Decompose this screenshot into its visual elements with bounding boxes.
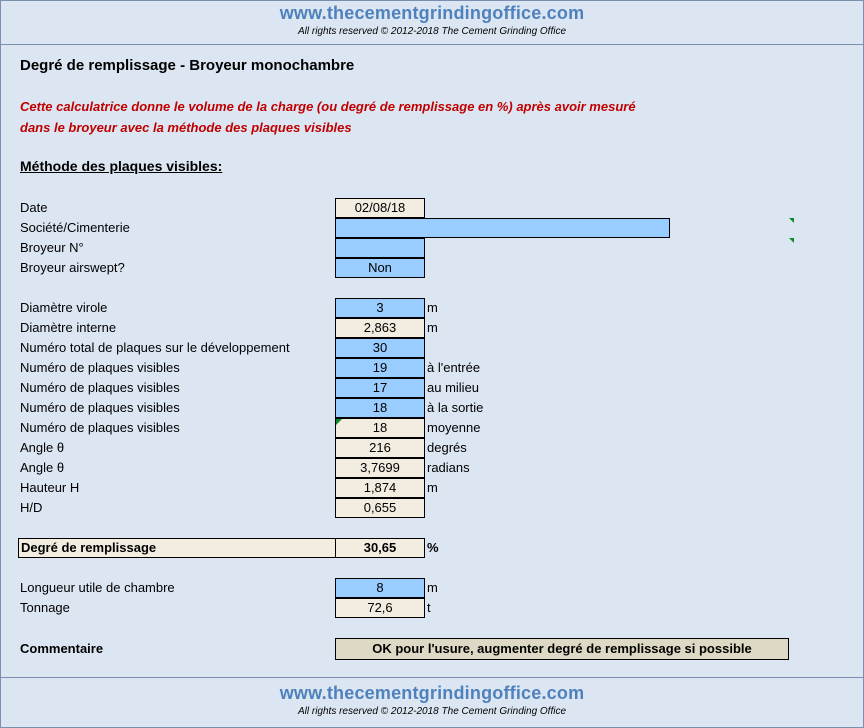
label-num-total: Numéro total de plaques sur le développement [20,340,290,355]
label-hd: H/D [20,500,43,515]
footer-url[interactable]: www.thecementgrindingoffice.com [279,683,585,703]
hd-cell[interactable]: 0,655 [335,498,425,518]
airswept-cell[interactable]: Non [335,258,425,278]
label-diam-virole: Diamètre virole [20,300,108,315]
longueur-cell[interactable]: 8 [335,578,425,598]
label-broyeur: Broyeur N° [20,240,84,255]
unit-degre: % [427,540,439,555]
date-cell[interactable]: 02/08/18 [335,198,425,218]
angle-rad-cell[interactable]: 3,7699 [335,458,425,478]
plaques-milieu-cell[interactable]: 17 [335,378,425,398]
angle-deg-cell[interactable]: 216 [335,438,425,458]
unit-longueur: m [427,580,438,595]
footer-rights: All rights reserved © 2012-2018 The Cement Grinding Office [297,706,567,717]
footer-banner [0,683,864,717]
header-rights: All rights reserved © 2012-2018 The Cement Grinding Office [297,26,567,37]
intro-line-2: dans le broyeur avec la méthode des plaques visibles [20,120,352,135]
label-airswept: Broyeur airswept? [20,260,125,275]
broyeur-cell[interactable] [335,238,425,258]
unit-hauteur: m [427,480,438,495]
unit-diam-virole: m [427,300,438,315]
unit-plaques-milieu: au milieu [427,380,480,395]
unit-angle-rad: radians [427,460,470,475]
comment-marker-icon [789,218,794,223]
label-longueur: Longueur utile de chambre [20,580,175,595]
intro-line-1: Cette calculatrice donne le volume de la charge (ou degré de remplissage en %) après avoir mesuré [20,99,636,114]
plaques-entree-cell[interactable]: 19 [335,358,425,378]
hauteur-cell[interactable]: 1,874 [335,478,425,498]
unit-angle-deg: degrés [427,440,467,455]
header-url[interactable]: www.thecementgrindingoffice.com [279,3,585,23]
label-plaques-milieu: Numéro de plaques visibles [20,380,180,395]
unit-tonnage: t [427,600,431,615]
comment-marker-icon [789,238,794,243]
tonnage-cell[interactable]: 72,6 [335,598,425,618]
label-plaques-entree: Numéro de plaques visibles [20,360,180,375]
comment-marker-icon [336,419,342,425]
section-title: Méthode des plaques visibles: [20,158,223,174]
unit-plaques-moyenne: moyenne [427,420,481,435]
label-angle-deg: Angle θ [20,440,65,455]
unit-plaques-entree: à l'entrée [427,360,481,375]
num-total-cell[interactable]: 30 [335,338,425,358]
page-title: Degré de remplissage - Broyeur monochambre [20,57,355,74]
diam-interne-cell[interactable]: 2,863 [335,318,425,338]
unit-diam-interne: m [427,320,438,335]
footer-divider [0,677,864,678]
degre-cell[interactable]: 30,65 [335,538,425,558]
degre-label: Degré de remplissage [18,538,337,558]
label-commentaire: Commentaire [20,641,104,656]
plaques-moyenne-cell[interactable]: 18 [335,418,425,438]
header-banner [0,3,864,37]
label-diam-interne: Diamètre interne [20,320,117,335]
plaques-sortie-cell[interactable]: 18 [335,398,425,418]
label-plaques-sortie: Numéro de plaques visibles [20,400,180,415]
label-plaques-moyenne: Numéro de plaques visibles [20,420,180,435]
commentaire-cell[interactable]: OK pour l'usure, augmenter degré de remplissage si possible [335,638,789,660]
header-divider [0,44,864,45]
label-societe: Société/Cimenterie [20,220,130,235]
label-angle-rad: Angle θ [20,460,65,475]
diam-virole-cell[interactable]: 3 [335,298,425,318]
label-date: Date [20,200,48,215]
label-tonnage: Tonnage [20,600,70,615]
societe-cell[interactable] [335,218,670,238]
label-hauteur: Hauteur H [20,480,80,495]
unit-plaques-sortie: à la sortie [427,400,484,415]
